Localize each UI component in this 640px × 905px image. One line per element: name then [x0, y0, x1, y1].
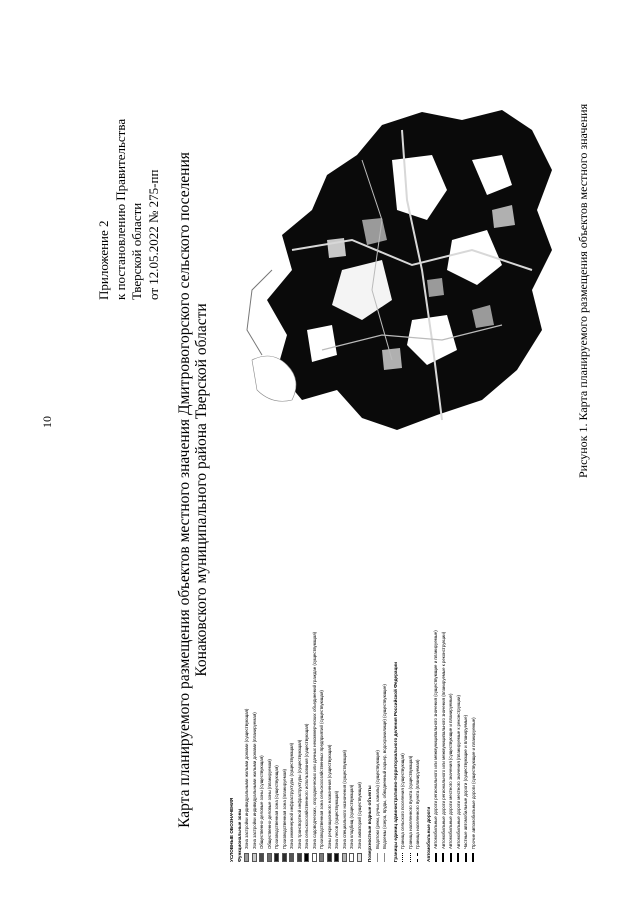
legend-swatch	[349, 853, 354, 862]
legend-label: Водотоки (реки, ручьи, каналы) (существующие)	[374, 750, 380, 849]
legend-label: Водоемы (озера, пруды, обводненный карьер, водохранилище) (существующие)	[382, 684, 387, 849]
legend-item	[281, 630, 289, 862]
appendix-line: Тверской области	[129, 202, 144, 300]
legend-swatch	[252, 853, 257, 862]
legend-border-symbol	[410, 853, 411, 862]
appendix-line: от 12.05.2022 № 275-пп	[145, 169, 161, 300]
legend-border-symbol	[402, 853, 403, 862]
legend-item	[266, 630, 274, 862]
legend-label: Автомобильные дороги регионального или межмуниципального значения (существующие и планируемые)	[433, 630, 438, 849]
legend-label: Зона садоводческих, огороднических или дачных некоммерческих объединений граждан (существующая)	[311, 631, 317, 849]
legend-swatch	[297, 853, 302, 862]
appendix-line: Приложение 2	[96, 220, 111, 300]
legend-section-title: Границы единиц административно-территориального деления Российской Федерации	[392, 662, 398, 862]
title-line: Карта планируемого размещения объектов местного значения Дмитровогорского сельского поселения	[176, 152, 193, 828]
legend-label: Зона застройки индивидуальными жилыми домами (планируемая)	[251, 712, 257, 849]
legend-item	[414, 630, 422, 862]
legend-item	[258, 630, 266, 862]
legend-label: Прочие автомобильные дороги (существующие и планируемые)	[470, 717, 476, 849]
legend-swatch	[342, 853, 347, 862]
legend-swatch	[327, 853, 332, 862]
legend-label: Зона лесов (существующая)	[334, 790, 339, 849]
legend-item	[318, 630, 326, 862]
map-legend	[228, 630, 477, 862]
legend-label: Зона акваторий (существующая)	[356, 782, 362, 849]
legend-item	[399, 630, 407, 862]
legend-road-symbol	[450, 853, 452, 862]
appendix-line: к постановлению Правительства	[112, 118, 128, 300]
legend-heading: УСЛОВНЫЕ ОБОЗНАЧЕНИЯ	[229, 797, 234, 862]
legend-label: Зона сельскохозяйственного использования (существующая)	[304, 723, 309, 849]
legend-item	[440, 630, 448, 862]
legend-road-symbol	[457, 853, 459, 862]
legend-zones	[243, 630, 363, 862]
legend-label: Зона кладбищ (существующая)	[349, 784, 354, 849]
legend-water	[374, 630, 389, 862]
legend-swatch	[289, 853, 294, 862]
legend-road-symbol	[435, 853, 437, 862]
legend-item	[381, 630, 389, 862]
legend-swatch	[357, 853, 362, 862]
legend-label: Производственная зона (существующая)	[274, 765, 279, 849]
legend-item	[455, 630, 463, 862]
legend-swatch	[312, 853, 317, 862]
legend-roads	[432, 630, 477, 862]
legend-item	[470, 630, 478, 862]
legend-section-title: Автомобильные дороги	[425, 806, 431, 862]
legend-item	[348, 630, 356, 862]
legend-item	[326, 630, 334, 862]
legend-label: Общественно-деловые зоны (планируемая)	[266, 759, 272, 849]
settlement-map	[232, 100, 577, 445]
map-title	[176, 110, 210, 870]
legend-water-symbol	[384, 853, 385, 862]
legend-borders	[399, 630, 422, 862]
legend-item	[333, 630, 341, 862]
legend-section-title: Поверхностные водные объекты	[367, 785, 372, 862]
legend-label: Граница сельского поселения (существующая)	[400, 753, 405, 849]
legend-road-symbol	[465, 853, 467, 862]
legend-label: Граница населенного пункта (планируемая)	[415, 759, 420, 849]
legend-item	[273, 630, 281, 862]
legend-border-symbol	[417, 853, 418, 862]
legend-label: Автомобильные дороги местного значения (существующие и планируемые)	[448, 693, 453, 849]
legend-road-symbol	[442, 853, 444, 862]
legend-label: Общественно-деловые зоны (существующая)	[259, 755, 264, 849]
legend-label: Частные автомобильные дороги (существующие и планируемые)	[463, 714, 468, 849]
legend-swatch	[244, 853, 249, 862]
legend-label: Зона специального назначения (существующая)	[341, 750, 347, 849]
legend-item	[374, 630, 382, 862]
legend-swatch	[282, 853, 287, 862]
page-number: 10	[40, 416, 54, 428]
legend-item	[462, 630, 470, 862]
legend-label: Производственная зона сельскохозяйственных предприятий (существующая)	[319, 690, 324, 849]
legend-section-title: Функциональные зоны	[236, 808, 242, 862]
legend-item	[288, 630, 296, 862]
title-line: Конаковского муниципального района Тверской области	[193, 303, 210, 677]
legend-label: Зона застройки индивидуальными жилыми домами (существующая)	[244, 708, 249, 849]
legend-item	[303, 630, 311, 862]
legend-water-symbol	[377, 853, 378, 862]
legend-item	[356, 630, 364, 862]
legend-label: Автомобильные дороги местного значения (планируемые к реконструкции)	[455, 695, 461, 849]
figure-caption: Рисунок 1. Карта планируемого размещения объектов местного значения	[576, 103, 590, 478]
map-image	[247, 110, 552, 430]
legend-swatch	[319, 853, 324, 862]
legend-label: Зоны рекреационного назначения (существующая)	[326, 744, 332, 849]
legend-swatch	[334, 853, 339, 862]
legend-road-symbol	[472, 853, 474, 862]
legend-label: Зона транспортной инфраструктуры (существующая)	[296, 739, 302, 849]
legend-label: Граница населенного пункта (существующая)	[407, 755, 413, 849]
appendix-note	[96, 119, 162, 300]
legend-label: Производственная зона (планируемая)	[281, 768, 287, 849]
legend-item	[243, 630, 251, 862]
legend-label: Автомобильные дороги регионального или межмуниципального значения (планируемые к реконструкции)	[440, 631, 446, 849]
legend-label: Зона инженерной инфраструктуры (существующая)	[289, 742, 294, 849]
legend-item	[341, 630, 349, 862]
legend-swatch	[259, 853, 264, 862]
legend-item	[407, 630, 415, 862]
legend-swatch	[274, 853, 279, 862]
legend-item	[447, 630, 455, 862]
legend-item	[432, 630, 440, 862]
legend-swatch	[267, 853, 272, 862]
legend-swatch	[304, 853, 309, 862]
legend-item	[311, 630, 319, 862]
legend-item	[296, 630, 304, 862]
legend-item	[251, 630, 259, 862]
